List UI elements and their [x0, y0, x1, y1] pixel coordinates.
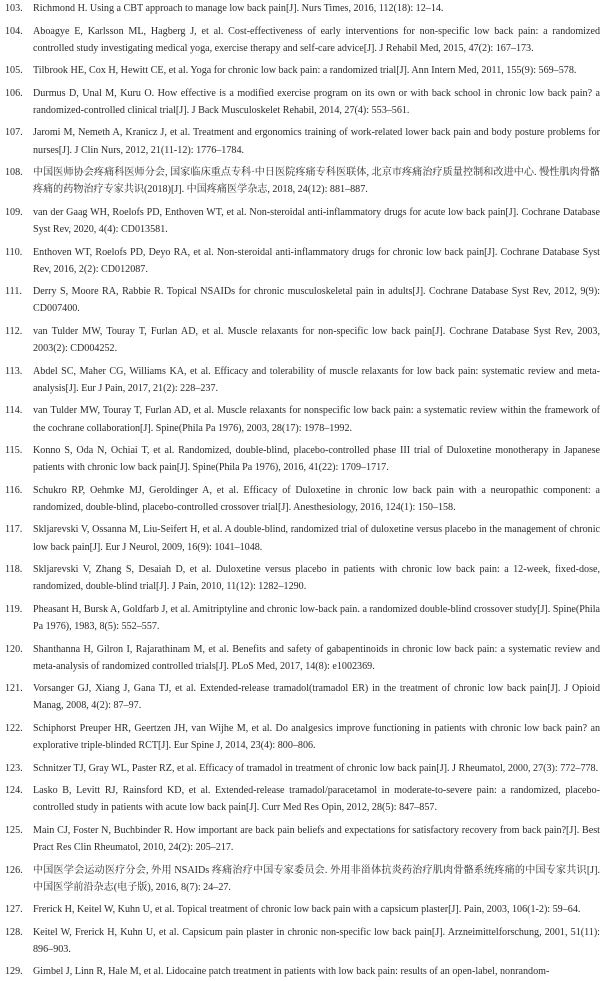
reference-item — [5, 521, 600, 555]
reference-item — [5, 822, 600, 856]
reference-item — [5, 641, 600, 675]
reference-item — [5, 901, 600, 918]
reference-item — [5, 0, 600, 17]
reference-number: 116. — [5, 484, 23, 496]
reference-item — [5, 62, 600, 79]
reference-number: 118. — [5, 564, 23, 576]
reference-item — [5, 204, 600, 238]
reference-item — [5, 442, 600, 476]
reference-number: 124. — [5, 785, 23, 797]
reference-item — [5, 720, 600, 754]
reference-text: Schiphorst Preuper HR, Geertzen JH, van Wijhe M, et al. Do analgesics improve functioning in patients with chronic low back pain? an explorative triple-blinded RCT[J]. Eur Spine J, 2014, 23(4): 800–806. — [33, 722, 600, 752]
reference-item — [5, 680, 600, 714]
reference-text: Frerick H, Keitel W, Kuhn U, et al. Topical treatment of chronic low back pain with a capsicum plaster[J]. Pain, 2003, 106(1-2): 59–64. — [33, 904, 581, 916]
reference-text: Schukro RP, Oehmke MJ, Geroldinger A, et al. Efficacy of Duloxetine in chronic low back pain with a neuropathic component: a randomized, double-blind, placebo-controlled crossover trial[J]. Anesthesiology, 2016, 124(1): 150–158. — [33, 484, 600, 513]
reference-text: Richmond H. Using a CBT approach to manage low back pain[J]. Nurs Times, 2016, 112(18): 12–14. — [33, 3, 444, 14]
reference-item — [5, 124, 600, 158]
reference-text: Shanthanna H, Gilron I, Rajarathinam M, et al. Benefits and safety of gabapentinoids in chronic low back pain: a systematic review and meta-analysis of randomized controlled trials[J]. PLoS Med, 2017, 14(8): e1002369. — [33, 643, 600, 672]
reference-number: 109. — [5, 206, 23, 218]
reference-item — [5, 862, 600, 896]
reference-number: 120. — [5, 643, 23, 655]
reference-number: 113. — [5, 365, 23, 377]
reference-text: Skljarevski V, Zhang S, Desaiah D, et al. Duloxetine versus placebo in patients with chronic low back pain: a 12-week, fixed-dose, randomized, double-blind trial[J]. J Pain, 2010, 11(12): 1282–1290. — [33, 564, 600, 593]
reference-text: van Tulder MW, Touray T, Furlan AD, et al. Muscle relaxants for nonspecific low back pain: a systematic review within the framework of the cochrane collaboration[J]. Spine(Phila Pa 1976), 2003, 28(17): 1978–1992. — [33, 405, 600, 434]
reference-item — [5, 363, 600, 397]
reference-text: Keitel W, Frerick H, Kuhn U, et al. Capsicum pain plaster in chronic non-specific low back pain[J]. Arzneimittelforschung, 2001, 51(11): 896–903. — [33, 926, 600, 955]
reference-item — [5, 782, 600, 816]
reference-item — [5, 244, 600, 278]
reference-number: 107. — [5, 127, 23, 139]
reference-item — [5, 323, 600, 357]
reference-item — [5, 963, 600, 980]
reference-number: 103. — [5, 3, 23, 14]
reference-number: 112. — [5, 325, 23, 337]
reference-number: 104. — [5, 25, 23, 37]
reference-text: Aboagye E, Karlsson ML, Hagberg J, et al. Cost-effectiveness of early interventions for non-specific low back pain: a randomized controlled study investigating medical yoga, exercise therapy and self-care advice[J]. J Rehabil Med, 2015, 47(2): 167–173. — [33, 25, 600, 54]
reference-text: 中国医学会运动医疗分会, 外用 NSAIDs 疼痛治疗中国专家委员会. 外用非甾体抗炎药治疗肌肉骨骼系统疼痛的中国专家共识[J]. 中国医学前沿杂志(电子版), 2016, 8(7): 24–27. — [33, 864, 600, 893]
reference-number: 105. — [5, 65, 23, 77]
reference-number: 106. — [5, 87, 23, 99]
reference-text: Tilbrook HE, Cox H, Hewitt CE, et al. Yoga for chronic low back pain: a randomized trial[J]. Ann Intern Med, 2011, 155(9): 569–578. — [33, 65, 577, 77]
reference-text: Derry S, Moore RA, Rabbie R. Topical NSAIDs for chronic musculoskeletal pain in adults[J]. Cochrane Database Syst Rev, 2012, 9(9): CD007400. — [33, 286, 600, 315]
reference-text: Vorsanger GJ, Xiang J, Gana TJ, et al. Extended-release tramadol(tramadol ER) in the treatment of chronic low back pain[J]. J Opioid Manag, 2008, 4(2): 87–97. — [33, 683, 600, 712]
reference-number: 121. — [5, 683, 23, 695]
reference-text: Durmus D, Unal M, Kuru O. How effective is a modified exercise program on its own or with back school in chronic low back pain? a randomized-controlled clinical trial[J]. J Back Musculoskelet Rehabil, 2014, 27(4): 553–561. — [33, 87, 600, 116]
reference-text: Enthoven WT, Roelofs PD, Deyo RA, et al. Non-steroidal anti-inflammatory drugs for chronic low back pain[J]. Cochrane Database Syst Rev, 2016, 2(2): CD012087. — [33, 246, 600, 275]
reference-number: 126. — [5, 864, 23, 876]
reference-number: 115. — [5, 445, 23, 457]
reference-number: 108. — [5, 167, 23, 179]
reference-item — [5, 402, 600, 436]
reference-text: Konno S, Oda N, Ochiai T, et al. Randomized, double-blind, placebo-controlled phase III trial of Duloxetine monotherapy in Japanese patients with chronic low back pain[J]. Spine(Phila Pa 1976), 2016, 41(22): 1709–1717. — [33, 445, 600, 474]
reference-list — [5, 0, 600, 981]
reference-item — [5, 23, 600, 57]
reference-text: Main CJ, Foster N, Buchbinder R. How important are back pain beliefs and expectations for satisfactory recovery from back pain?[J]. Best Pract Res Clin Rheumatol, 2010, 24(2): 205–217. — [33, 824, 600, 854]
reference-text: Abdel SC, Maher CG, Williams KA, et al. Efficacy and tolerability of muscle relaxants for low back pain: systematic review and meta-analysis[J]. Eur J Pain, 2017, 21(2): 228–237. — [33, 365, 600, 394]
reference-text: 中国医师协会疼痛科医师分会, 国家临床重点专科·中日医院疼痛专科医联体, 北京市疼痛治疗质量控制和改进中心. 慢性肌肉骨骼疼痛的药物治疗专家共识(2018)[J]. 中国疼痛医学杂志, 2018, 24(12): 881–887. — [33, 167, 600, 196]
reference-number: 129. — [5, 966, 23, 978]
reference-item — [5, 601, 600, 635]
reference-item — [5, 924, 600, 958]
reference-number: 128. — [5, 926, 23, 938]
reference-item — [5, 482, 600, 516]
reference-text: Skljarevski V, Ossanna M, Liu-Seifert H, et al. A double-blind, randomized trial of duloxetine versus placebo in the management of chronic low back pain[J]. Eur J Neurol, 2009, 16(9): 1041–1048. — [33, 524, 600, 553]
reference-item — [5, 561, 600, 595]
reference-number: 117. — [5, 524, 23, 536]
reference-item — [5, 85, 600, 119]
reference-number: 123. — [5, 762, 23, 774]
reference-number: 119. — [5, 603, 23, 615]
reference-number: 114. — [5, 405, 23, 417]
reference-number: 122. — [5, 722, 23, 734]
reference-text: Jaromi M, Nemeth A, Kranicz J, et al. Treatment and ergonomics training of work-related lower back pain and body posture problems for nurses[J]. J Clin Nurs, 2012, 21(11-12): 1776–1784. — [33, 127, 600, 156]
reference-text: Lasko B, Levitt RJ, Rainsford KD, et al. Extended-release tramadol/paracetamol in moderate-to-severe pain: a randomized, placebo-controlled study in patients with acute low back pain[J]. Curr Med Res Opin, 2012, 28(5): 847–857. — [33, 785, 600, 814]
reference-text: Pheasant H, Bursk A, Goldfarb J, et al. Amitriptyline and chronic low-back pain. a randomized double-blind crossover study[J]. Spine(Phila Pa 1976), 1983, 8(5): 552–557. — [33, 603, 600, 633]
reference-text: Gimbel J, Linn R, Hale M, et al. Lidocaine patch treatment in patients with low back pain: results of an open-label, nonrandom- — [33, 966, 550, 978]
reference-text: van Tulder MW, Touray T, Furlan AD, et al. Muscle relaxants for non-specific low back pain[J]. Cochrane Database Syst Rev, 2003, 2003(2): CD004252. — [33, 325, 600, 355]
reference-item — [5, 283, 600, 317]
reference-text: van der Gaag WH, Roelofs PD, Enthoven WT, et al. Non-steroidal anti-inflammatory drugs for acute low back pain[J]. Cochrane Database Syst Rev, 2020, 4(4): CD013581. — [33, 206, 600, 236]
reference-number: 125. — [5, 824, 23, 836]
reference-item — [5, 760, 600, 777]
reference-number: 110. — [5, 246, 23, 258]
reference-item — [5, 164, 600, 198]
reference-text: Schnitzer TJ, Gray WL, Paster RZ, et al. Efficacy of tramadol in treatment of chronic low back pain[J]. J Rheumatol, 2000, 27(3): 772–778. — [33, 762, 599, 774]
reference-number: 111. — [5, 286, 22, 298]
reference-number: 127. — [5, 904, 23, 916]
